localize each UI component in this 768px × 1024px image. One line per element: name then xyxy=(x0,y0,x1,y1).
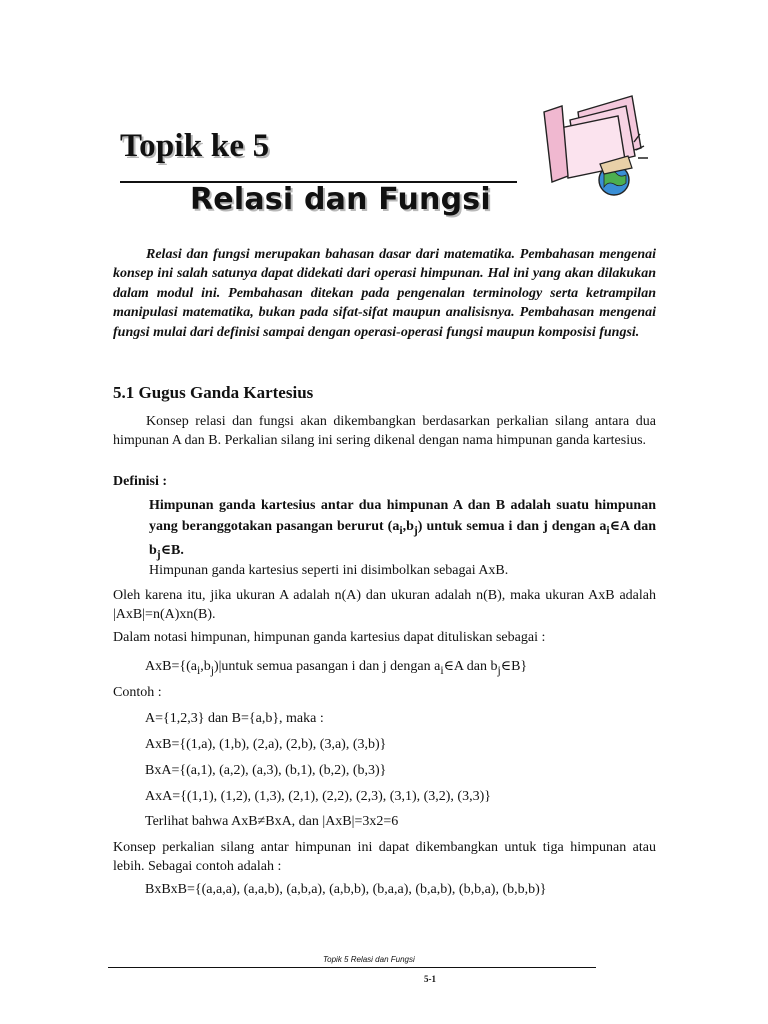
triple-example: BxBxB={(a,a,a), (a,a,b), (a,b,a), (a,b,b), (b,a,a), (b,a,b), (b,b,a), (b,b,b)} xyxy=(145,882,547,897)
page-number: 5-1 xyxy=(424,974,436,984)
notation-intro: Dalam notasi himpunan, himpunan ganda kartesius dapat dituliskan sebagai : xyxy=(113,630,546,645)
section-heading: 5.1 Gugus Ganda Kartesius xyxy=(113,383,314,402)
size-note: Oleh karena itu, jika ukuran A adalah n(A) dan ukuran adalah n(B), maka ukuran AxB adalah |AxB|=n(A)xn(B). xyxy=(113,588,656,622)
section-intro: Konsep relasi dan fungsi akan dikembangkan berdasarkan perkalian silang antara dua himpunan A dan B. Perkalian silang ini sering dikenal dengan nama himpunan ganda kartesius. xyxy=(113,414,656,448)
footer-title: Topik 5 Relasi dan Fungsi xyxy=(323,955,415,964)
definition-label: Definisi : xyxy=(113,474,168,489)
example-line: Terlihat bahwa AxB≠BxA, dan |AxB|=3x2=6 xyxy=(145,814,399,829)
symbol-note: Himpunan ganda kartesius seperti ini disimbolkan sebagai AxB. xyxy=(149,563,509,578)
example-line: AxB={(1,a), (1,b), (2,a), (2,b), (3,a), (3,b)} xyxy=(145,737,387,752)
notation-formula: $AxB=\{(a_i,b_j)|untuk$ semua pasangan i dan j dengan $a_i\in A$ dan $b_j\in B$} xyxy=(145,659,528,677)
extension-text: Konsep perkalian silang antar himpunan ini dapat dikembangkan untuk tiga himpunan atau lebih. Sebagai contoh adalah : xyxy=(113,840,656,874)
example-line: AxA={(1,1), (1,2), (1,3), (2,1), (2,2), (2,3), (3,1), (3,2), (3,3)} xyxy=(145,789,491,804)
example-line: BxA={(a,1), (a,2), (a,3), (b,1), (b,2), (b,3)} xyxy=(145,763,387,778)
chapter-abstract: Relasi dan fungsi merupakan bahasan dasar dari matematika. Pembahasan mengenai konsep ini salah satunya dapat didekati dari operasi himpunan. Hal ini yang akan dilakukan dalam modul ini. Pembahasan ditekan pada pengenalan terminology serta ketrampilan manipulasi matematika, bukan pada sifat-sifat maupun analisisnya. Pembahasan mengenai fungsi mulai dari definisi sampai dengan operasi-operasi fungsi maupun komposisi fungsi. xyxy=(113,247,656,340)
example-label: Contoh : xyxy=(113,685,162,700)
footer-divider xyxy=(108,967,596,968)
chapter-title: Relasi dan Fungsi xyxy=(190,182,491,217)
topic-heading: Topik ke 5 xyxy=(120,128,270,164)
definition-text: Himpunan ganda kartesius antar dua himpunan A dan B adalah suatu himpunan yang beranggotakan pasangan berurut $(a_i,b_j)$ untuk semua i dan j dengan $a_i\in A$ dan $b_j\in B$. xyxy=(149,498,656,561)
folders-globe-clipart xyxy=(540,90,665,200)
example-line: A={1,2,3} dan B={a,b}, maka : xyxy=(145,711,324,726)
